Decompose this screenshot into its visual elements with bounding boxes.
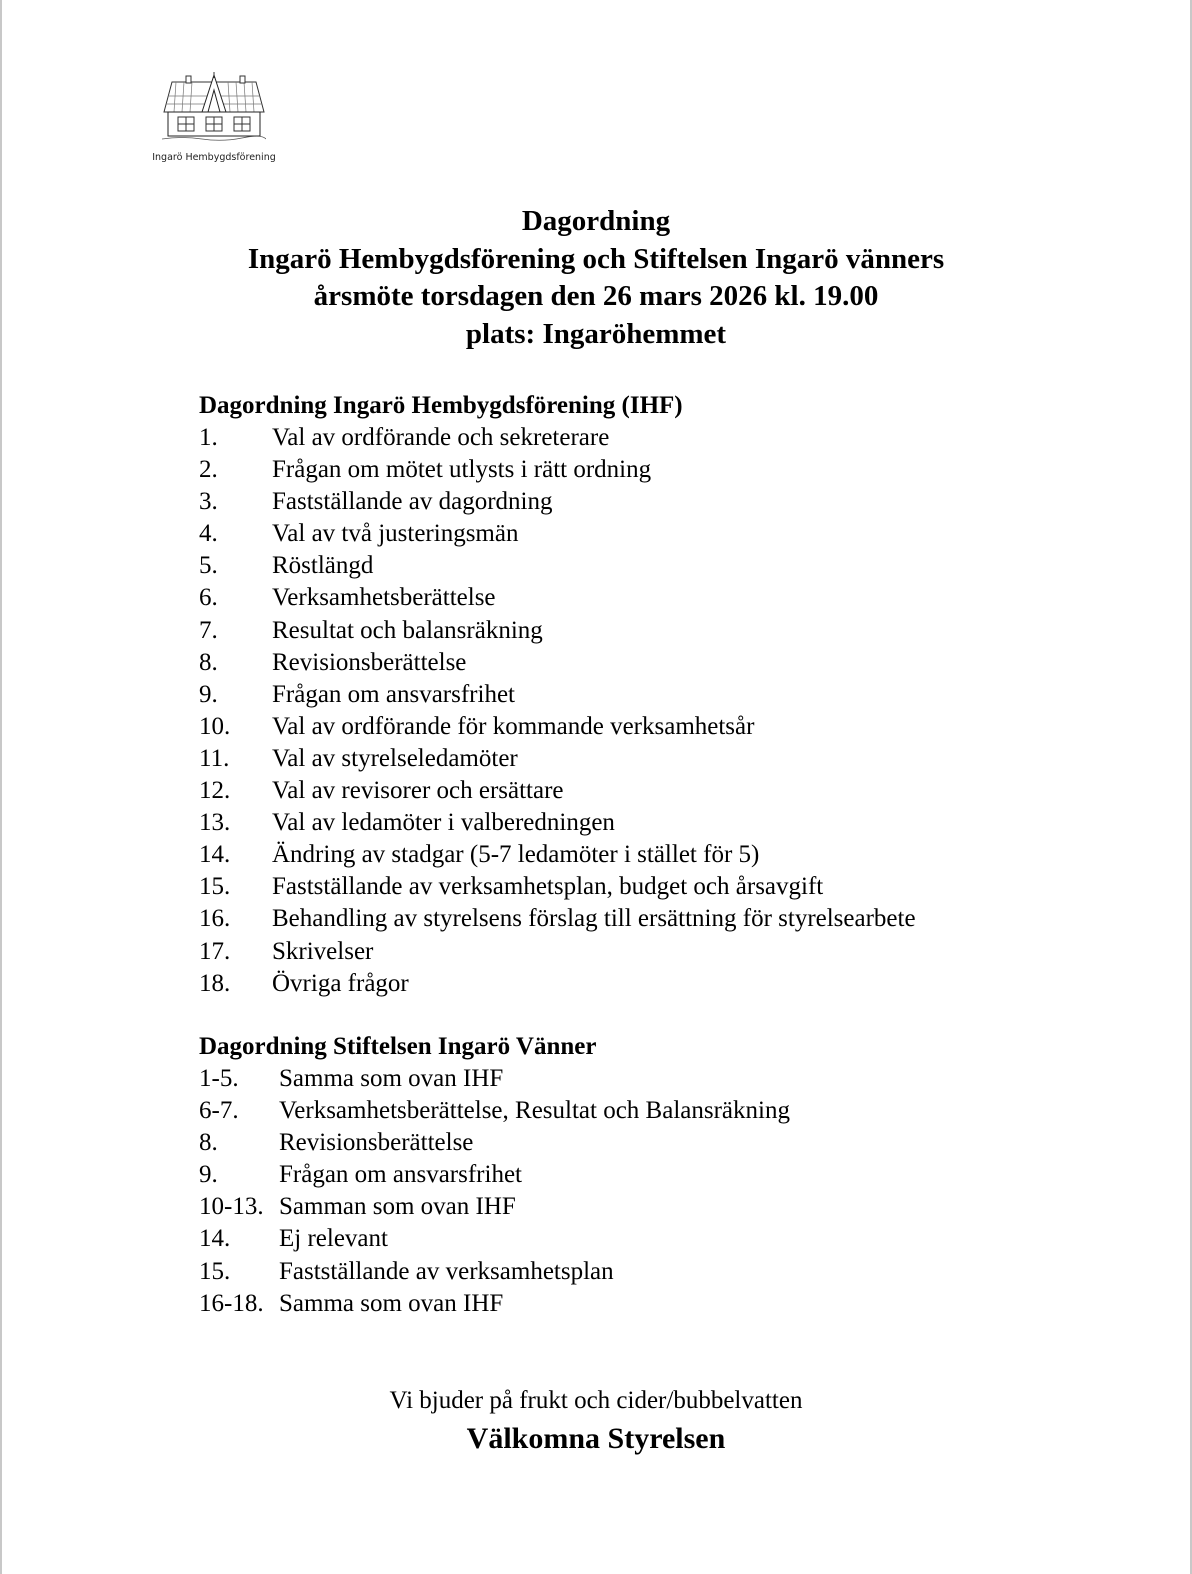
- item-text: Fastställande av dagordning: [272, 488, 553, 516]
- item-number: 1-5.: [199, 1065, 239, 1092]
- item-text: Resultat och balansräkning: [272, 616, 543, 644]
- footer: [0, 1383, 1192, 1459]
- item-number: 12.: [199, 777, 231, 805]
- list-item: [199, 1063, 1079, 1095]
- item-text: Fastställande av verksamhetsplan, budget och årsavgift: [272, 873, 824, 901]
- logo-caption: Ingarö Hembygdsförening: [152, 152, 276, 163]
- item-text: Fastställande av verksamhetsplan: [279, 1257, 614, 1285]
- item-text: Val av två justeringsmän: [272, 520, 519, 548]
- list-item: [199, 1223, 1079, 1255]
- title-line-3: årsmöte torsdagen den 26 mars 2026 kl. 19.00: [313, 280, 879, 312]
- list-item: [199, 1256, 1079, 1288]
- list-item: [199, 615, 1079, 647]
- refreshments-note: Vi bjuder på frukt och cider/bubbelvatten: [389, 1387, 803, 1414]
- list-item: [199, 711, 1079, 743]
- item-number: 14.: [199, 1225, 231, 1253]
- list-item: [199, 968, 1079, 1000]
- ihf-list: [199, 422, 1079, 1000]
- item-text: Verksamhetsberättelse: [272, 584, 496, 612]
- item-text: Val av ordförande och sekreterare: [272, 424, 610, 451]
- item-text: Frågan om mötet utlysts i rätt ordning: [272, 456, 652, 484]
- ihf-agenda: [199, 390, 1079, 1000]
- siv-heading: Dagordning Stiftelsen Ingarö Vänner: [199, 1033, 597, 1060]
- list-item: [199, 422, 1079, 454]
- list-item: [199, 807, 1079, 839]
- list-item: [199, 1127, 1079, 1159]
- item-text: Samma som ovan IHF: [279, 1289, 504, 1317]
- document-title: [0, 203, 1192, 353]
- item-number: 15.: [199, 1257, 231, 1285]
- list-item: [199, 871, 1079, 903]
- list-item: [199, 679, 1079, 711]
- item-text: Frågan om ansvarsfrihet: [279, 1161, 522, 1189]
- house-drawing-icon: [162, 72, 266, 148]
- item-number: 18.: [199, 969, 231, 997]
- item-number: 1.: [199, 424, 218, 451]
- ihf-heading: Dagordning Ingarö Hembygdsförening (IHF): [199, 392, 683, 419]
- item-text: Skrivelser: [272, 937, 374, 965]
- item-text: Samma som ovan IHF: [279, 1065, 504, 1092]
- item-text: Röstlängd: [272, 552, 374, 580]
- item-number: 9.: [199, 1161, 218, 1189]
- item-number: 2.: [199, 456, 218, 484]
- siv-list: [199, 1063, 1079, 1320]
- list-item: [199, 518, 1079, 550]
- item-text: Val av ordförande för kommande verksamhetsår: [272, 712, 755, 740]
- welcome-signature: Välkomna Styrelsen: [466, 1422, 726, 1455]
- item-number: 9.: [199, 680, 218, 708]
- item-text: Revisionsberättelse: [279, 1129, 474, 1157]
- item-number: 4.: [199, 520, 218, 548]
- item-text: Verksamhetsberättelse, Resultat och Balansräkning: [279, 1097, 790, 1125]
- list-item: [199, 775, 1079, 807]
- item-number: 16-18.: [199, 1289, 264, 1317]
- item-text: Revisionsberättelse: [272, 648, 467, 676]
- item-number: 3.: [199, 488, 218, 516]
- item-number: 11.: [199, 744, 230, 772]
- item-number: 8.: [199, 1129, 218, 1157]
- item-number: 6-7.: [199, 1097, 239, 1125]
- item-text: Behandling av styrelsens förslag till ersättning för styrelsearbete: [272, 905, 916, 933]
- item-text: Val av revisorer och ersättare: [272, 777, 564, 805]
- list-item: [199, 903, 1079, 935]
- list-item: [199, 647, 1079, 679]
- item-text: Val av ledamöter i valberedningen: [272, 809, 615, 837]
- list-item: [199, 1288, 1079, 1320]
- list-item: [199, 454, 1079, 486]
- item-number: 5.: [199, 552, 218, 580]
- item-text: Samman som ovan IHF: [279, 1193, 516, 1221]
- list-item: [199, 1191, 1079, 1223]
- item-text: Ändring av stadgar (5-7 ledamöter i stället för 5): [272, 841, 760, 869]
- title-line-4: plats: Ingaröhemmet: [465, 317, 727, 350]
- item-number: 10.: [199, 712, 231, 740]
- item-text: Ej relevant: [279, 1225, 388, 1253]
- logo: [150, 72, 278, 168]
- list-item: [199, 1159, 1079, 1191]
- item-text: Val av styrelseledamöter: [272, 744, 518, 772]
- item-number: 6.: [199, 584, 218, 612]
- item-number: 13.: [199, 809, 231, 837]
- list-item: [199, 936, 1079, 968]
- title-line-2: Ingarö Hembygdsförening och Stiftelsen Ingarö vänners: [247, 242, 945, 275]
- item-number: 16.: [199, 905, 231, 933]
- list-item: [199, 582, 1079, 614]
- list-item: [199, 1095, 1079, 1127]
- item-text: Övriga frågor: [272, 969, 409, 997]
- list-item: [199, 486, 1079, 518]
- item-number: 15.: [199, 873, 231, 901]
- list-item: [199, 839, 1079, 871]
- item-number: 17.: [199, 937, 231, 965]
- list-item: [199, 550, 1079, 582]
- item-number: 7.: [199, 616, 218, 644]
- list-item: [199, 743, 1079, 775]
- siv-agenda: [199, 1031, 1079, 1320]
- item-number: 14.: [199, 841, 231, 869]
- title-line-1: Dagordning: [521, 205, 671, 237]
- item-text: Frågan om ansvarsfrihet: [272, 680, 515, 708]
- item-number: 10-13.: [199, 1193, 264, 1221]
- item-number: 8.: [199, 648, 218, 676]
